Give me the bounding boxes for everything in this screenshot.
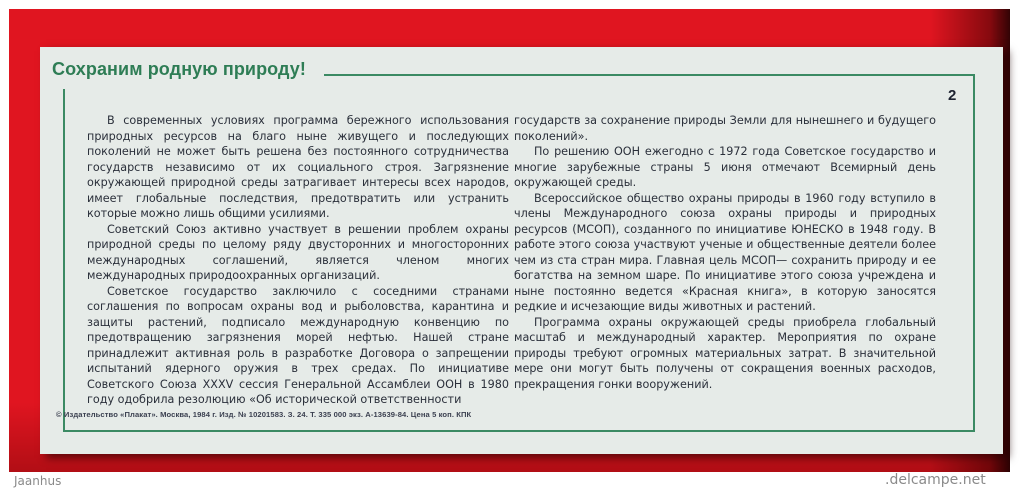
text-column-left <box>87 113 509 408</box>
postcard <box>40 47 1003 454</box>
paragraph: В современных условиях программа бережного использования природных ресурсов на благо ныне живущего и последующих поколений не может быть решена без постоянного сотрудничества государств независимо от их социального строя. Загрязнение окружающей природной среды затрагивает интересы всех народов, имеет глобальные последствия, предотвратить или устранить которые можно лишь общими усилиями. <box>87 114 509 220</box>
text-column-right <box>514 113 936 392</box>
publisher-imprint: © Издательство «Плакат». Москва, 1984 г. Изд. № 10201583. З. 24. Т. 335 000 экз. А-13639-84. Цена 5 коп. КПК <box>56 410 472 419</box>
paragraph: Программа охраны окружающей среды приобрела глобальный масштаб и международный характер. Мероприятия по охране природы требуют огромных материальных затрат. В значительной мере они могут быть получены от сокращения военных расходов, прекращения гонки вооружений. <box>514 315 936 391</box>
frame-line-left <box>63 89 65 432</box>
paragraph: Советский Союз активно участвует в решении проблем охраны природной среды по целому ряду двусторонних и многосторонних международных соглашений, является членом многих международных природоохранных организаций. <box>87 222 509 282</box>
frame-line-bottom <box>63 430 975 432</box>
paragraph: Советское государство заключило с соседними странами соглашения по вопросам охраны вод и рыболовства, карантина и защиты растений, подписало международную конвенцию по предотвращению загрязнения морей нефтью. Нашей стране принадлежит активная роль в разработке Договора о запрещении испытаний ядерного оружия в трех средах. По инициативе Советского Союза XXXV сессия Генеральной Ассамблеи ООН в 1980 году одобрила резолюцию «Об исторической ответственности <box>87 284 509 406</box>
paragraph-continued: государств за сохранение природы Земли для нынешнего и будущего поколений». <box>514 114 936 143</box>
photo-background <box>9 9 1010 472</box>
site-watermark: .delcampe.net <box>885 472 986 488</box>
frame-line-top <box>324 74 975 76</box>
frame-line-right <box>973 74 975 432</box>
paragraph: Всероссийское общество охраны природы в 1960 году вступило в члены Международного союза охраны природы и природных ресурсов (МСОП), созданного по инициативе ЮНЕСКО в 1948 году. В работе этого союза участвуют ученые и общественные деятели более чем из ста стран мира. Главная цель МСОП— сохранить природу и ее богатства на земном шаре. По инициативе этого союза учреждена и ныне постоянно ведется «Красная книга», в которую заносятся редкие и исчезающие виды животных и растений. <box>514 191 936 313</box>
paragraph: По решению ООН ежегодно с 1972 года Советское государство и многие зарубежные страны 5 июня отмечают Всемирный день окружающей среды. <box>514 145 936 189</box>
seller-watermark: Jaanhus <box>14 474 62 488</box>
page-number: 2 <box>948 87 957 104</box>
card-title: Сохраним родную природу! <box>52 59 306 79</box>
